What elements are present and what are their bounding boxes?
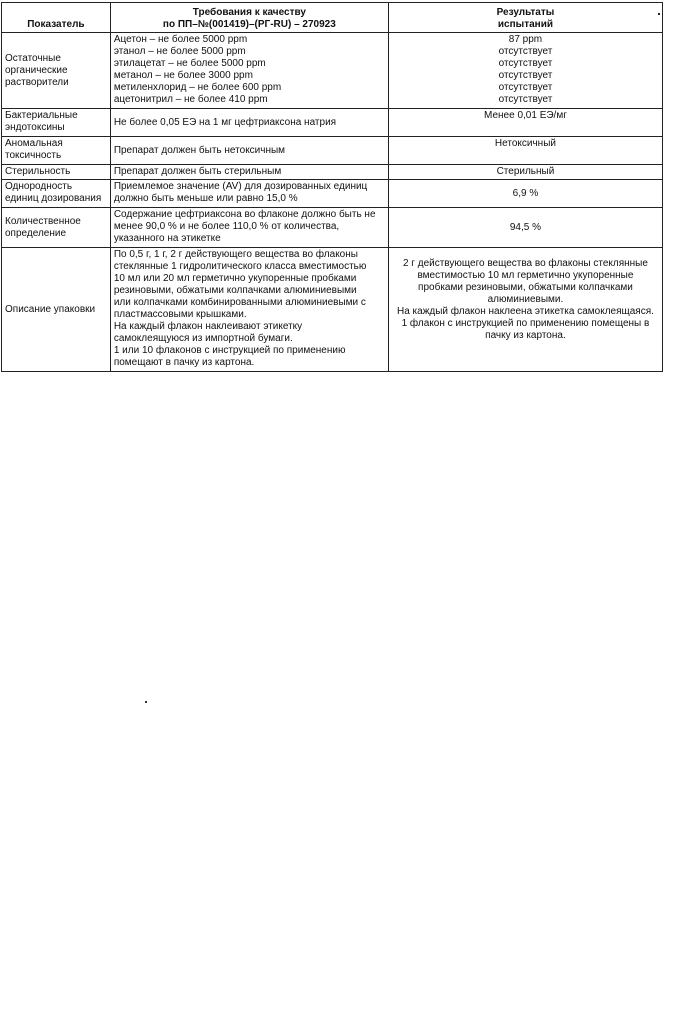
packaging-requirement-line: На каждый флакон наклеивают этикетку [113, 321, 303, 332]
packaging-result-line: На каждый флакон наклеена этикетка самоклеящаяся. [396, 306, 654, 317]
uniformity-indicator-line: единиц дозирования [5, 193, 102, 204]
assay-requirement-line: Содержание цефтриаксона во флаконе должно быть не [113, 209, 376, 220]
endotoxins-requirement-text: Не более 0,05 ЕЭ на 1 мг цефтриаксона натрия [113, 116, 337, 128]
solvents-result: отсутствует [498, 70, 553, 81]
sterility-result-text: Стерильный [496, 166, 555, 177]
assay-result-text: 94,5 % [509, 221, 542, 233]
solvents-result: 87 ppm [508, 34, 543, 45]
packaging-indicator [2, 248, 111, 372]
endotoxins-result [388, 109, 662, 137]
solvents-requirement: Ацетон – не более 5000 ppm [113, 34, 248, 45]
toxicity-result-text: Нетоксичный [494, 138, 556, 149]
toxicity-indicator-line: токсичность [5, 150, 62, 161]
solvents-indicator-line: органические [5, 64, 68, 76]
solvents-requirement: метиленхлорид – не более 600 ppm [113, 82, 282, 93]
header-indicator-text: Показатель [27, 19, 85, 30]
sterility-result [388, 165, 662, 180]
sterility-indicator [2, 165, 111, 180]
packaging-requirement-line: резиновыми, обжатыми колпачками алюминиевыми [113, 285, 357, 296]
table-row-assay [2, 208, 663, 248]
assay-indicator-line: определение [5, 227, 67, 239]
header-results-line2: испытаний [497, 19, 553, 30]
header-requirements [110, 3, 388, 33]
packaging-indicator-text: Описание упаковки [5, 303, 96, 315]
packaging-results [388, 248, 662, 372]
packaging-requirements [110, 248, 388, 372]
toxicity-requirement-text: Препарат должен быть нетоксичным [113, 144, 286, 156]
solvents-indicator-line: растворители [5, 76, 69, 88]
header-indicator [2, 3, 111, 33]
toxicity-result [388, 137, 662, 165]
packaging-result-line: пробками резиновыми, обжатыми колпачками [418, 282, 633, 293]
solvents-requirement: метанол – не более 3000 ppm [113, 70, 253, 81]
header-requirements-line2: по ПП–№(001419)–(РГ-RU) – 270923 [162, 19, 336, 30]
scan-speck [658, 13, 660, 15]
table-row-uniformity [2, 180, 663, 208]
endotoxins-result-text: Менее 0,01 ЕЭ/мг [484, 110, 567, 121]
solvents-result: отсутствует [498, 46, 553, 57]
uniformity-result-text: 6,9 % [512, 187, 539, 199]
header-results-line1: Результаты [496, 7, 555, 18]
header-requirements-line1: Требования к качеству [192, 7, 306, 18]
packaging-result-line: вместимостью 10 мл герметично укупоренные [417, 270, 634, 281]
table-row-packaging [2, 248, 663, 372]
header-results [388, 3, 662, 33]
table-row-sterility [2, 165, 663, 180]
toxicity-indicator-line: Аномальная [5, 138, 63, 149]
solvents-requirements [110, 33, 388, 109]
endotoxins-requirement [110, 109, 388, 137]
packaging-result-line: алюминиевыми. [487, 294, 564, 305]
solvents-result: отсутствует [498, 82, 553, 93]
table-row-solvents [2, 33, 663, 109]
solvents-requirement: этилацетат – не более 5000 ppm [113, 58, 266, 69]
assay-requirement [110, 208, 388, 248]
solvents-results [388, 33, 662, 109]
toxicity-indicator [2, 137, 111, 165]
table-row-toxicity [2, 137, 663, 165]
solvents-indicator [2, 33, 111, 109]
uniformity-requirement-line: должно быть меньше или равно 15,0 % [113, 193, 298, 204]
packaging-requirement-line: стеклянные 1 гидролитического класса вместимостью [113, 261, 367, 272]
assay-indicator [2, 208, 111, 248]
assay-requirement-line: менее 90,0 % и не более 110,0 % от количества, [113, 221, 340, 232]
assay-indicator-line: Количественное [5, 215, 81, 227]
endotoxins-indicator-line: эндотоксины [5, 122, 65, 133]
sterility-requirement-text: Препарат должен быть стерильным [113, 166, 282, 177]
solvents-result: отсутствует [498, 94, 553, 105]
toxicity-requirement [110, 137, 388, 165]
table-row-endotoxins [2, 109, 663, 137]
packaging-requirement-line: пластмассовыми крышками. [113, 309, 247, 320]
sterility-requirement [110, 165, 388, 180]
uniformity-requirement-line: Приемлемое значение (AV) для дозированных единиц [113, 181, 368, 192]
packaging-result-line: пачку из картона. [485, 330, 566, 341]
solvents-requirement: ацетонитрил – не более 410 ppm [113, 94, 268, 105]
packaging-requirement-line: помещают в пачку из картона. [113, 357, 255, 368]
packaging-requirement-line: или колпачками комбинированными алюминиевыми с [113, 297, 366, 308]
quality-spec-table [1, 2, 663, 372]
solvents-result: отсутствует [498, 58, 553, 69]
endotoxins-indicator [2, 109, 111, 137]
packaging-requirement-line: самоклеящуюся из импортной бумаги. [113, 333, 293, 344]
table-header-row [2, 3, 663, 33]
sterility-indicator-text: Стерильность [5, 166, 71, 177]
packaging-requirement-line: 10 мл или 20 мл герметично укупоренные пробками [113, 273, 357, 284]
packaging-requirement-line: По 0,5 г, 1 г, 2 г действующего вещества во флаконы [113, 249, 358, 260]
uniformity-indicator-line: Однородность [5, 181, 73, 192]
packaging-result-line: 1 флакон с инструкцией по применению помещены в [401, 318, 650, 329]
uniformity-requirement [110, 180, 388, 208]
assay-result [388, 208, 662, 248]
packaging-requirement-line: 1 или 10 флаконов с инструкцией по применению [113, 345, 346, 356]
uniformity-indicator [2, 180, 111, 208]
assay-requirement-line: указанного на этикетке [113, 233, 221, 244]
solvents-requirement: этанол – не более 5000 ppm [113, 46, 246, 57]
solvents-indicator-line: Остаточные [5, 52, 61, 64]
uniformity-result [388, 180, 662, 208]
packaging-result-line: 2 г действующего вещества во флаконы стеклянные [402, 258, 648, 269]
endotoxins-indicator-line: Бактериальные [5, 110, 78, 121]
scan-speck [145, 701, 147, 703]
